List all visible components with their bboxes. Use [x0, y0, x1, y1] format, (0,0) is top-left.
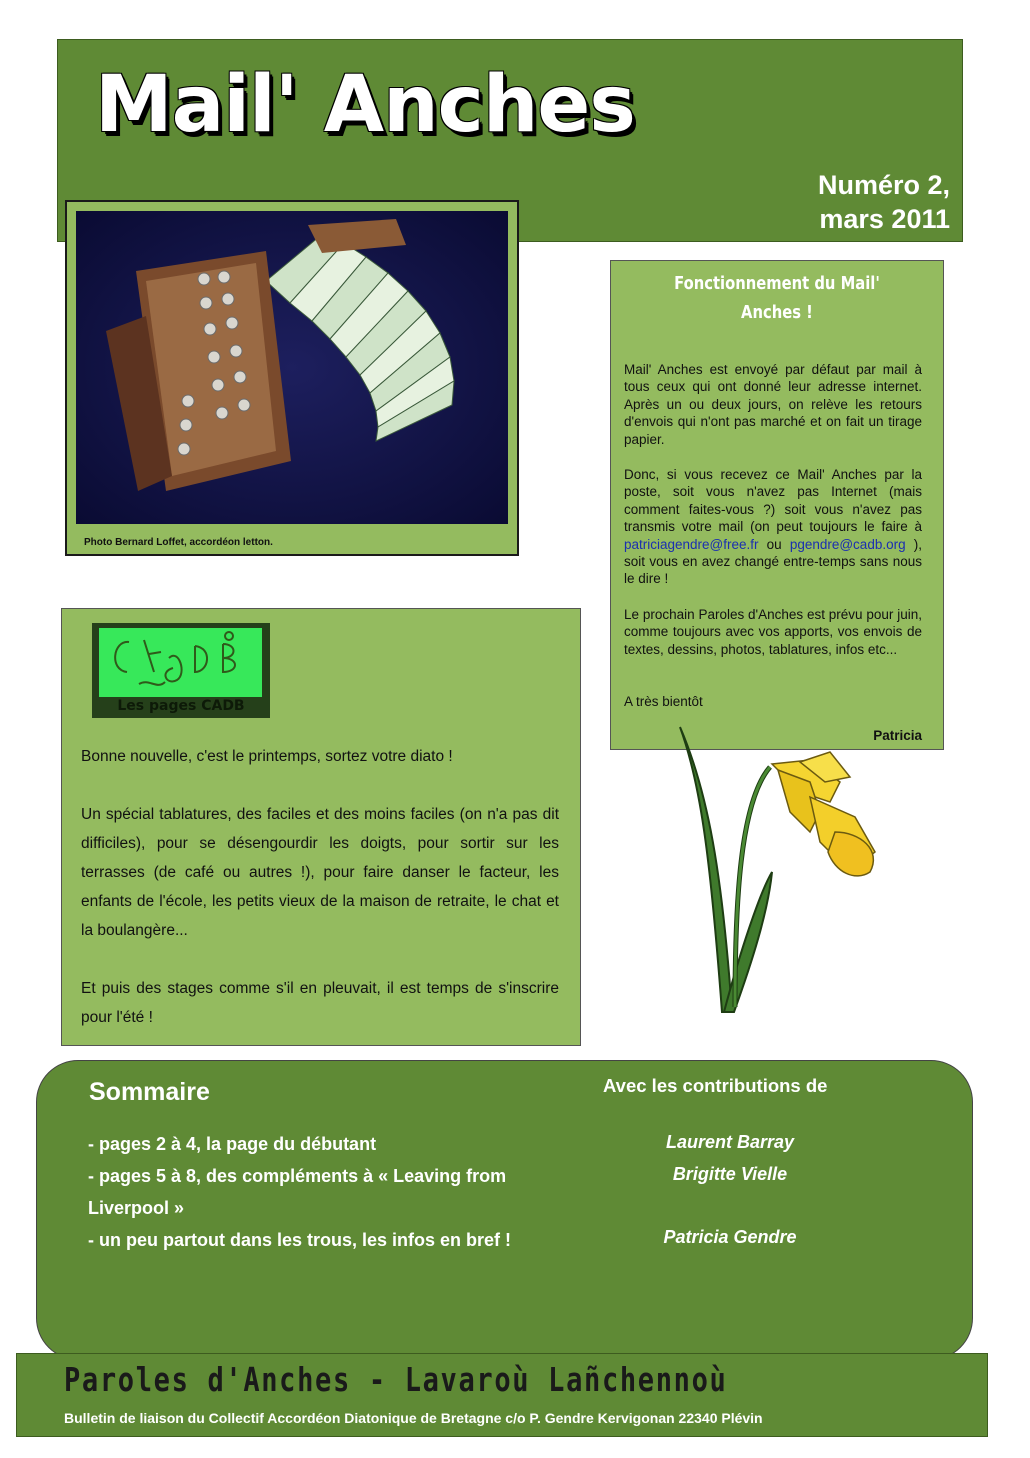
info-box-title: Fonctionnement du Mail' Anches ! — [674, 273, 880, 323]
info-paragraph-4: A très bientôt — [624, 694, 703, 709]
newsletter-title: Mail' Anches — [95, 60, 635, 150]
daffodil-icon — [660, 722, 900, 1022]
sommaire-list — [88, 1128, 558, 1256]
sommaire-item: - un peu partout dans les trous, les infos en bref ! — [88, 1230, 512, 1250]
contributors-title: Avec les contributions de — [603, 1075, 828, 1096]
cadb-paragraph-1: Bonne nouvelle, c'est le printemps, sortez votre diato ! — [81, 748, 453, 765]
contributor-name: Brigitte Vielle — [672, 1164, 788, 1184]
cadb-logo-icon — [99, 628, 262, 697]
issue-number: Numéro 2, — [817, 170, 950, 200]
contributor-name: Patricia Gendre — [663, 1227, 797, 1247]
sommaire-item: - pages 2 à 4, la page du débutant — [88, 1134, 377, 1154]
sommaire-item: - pages 5 à 8, des compléments à « Leaving from Liverpool » — [88, 1166, 507, 1218]
footer-title: Paroles d'Anches - Lavaroù Lañchennoù — [64, 1360, 728, 1399]
sommaire-title: Sommaire — [89, 1078, 210, 1106]
email-link-free[interactable]: patriciagendre@free.fr — [624, 536, 759, 552]
photo-caption: Photo Bernard Loffet, accordéon letton. — [84, 537, 273, 548]
cadb-paragraph-3: Et puis des stages comme s'il en pleuvait, il est temps de s'inscrire pour l'été ! — [81, 980, 559, 1026]
accordion-illustration — [76, 211, 508, 524]
footer-subtitle: Bulletin de liaison du Collectif Accordéon Diatonique de Bretagne c/o P. Gendre Kervigonan 22340 Plévin — [64, 1410, 763, 1426]
info-signature: Patricia — [873, 728, 922, 743]
cadb-logo-badge — [99, 628, 262, 697]
issue-date: mars 2011 — [819, 204, 950, 234]
issue-info — [650, 168, 950, 236]
email-link-cadb[interactable]: pgendre@cadb.org — [789, 536, 906, 552]
cadb-logo-label: Les pages CADB — [117, 698, 245, 714]
cadb-paragraph-2: Un spécial tablatures, des faciles et des moins faciles (on n'a pas dit difficiles), pour se désengourdir les doigts, pour sortir sur les terrasses (de café ou autres !), pour faire danser le facteur, les enfants de l'école, les petits vieux de la maison de retraite, le chat et la boulangère... — [81, 806, 559, 939]
info-paragraph-3: Le prochain Paroles d'Anches est prévu pour juin, comme toujours avec vos apports, vos envois de textes, dessins, photos, tablatures, infos etc... — [624, 607, 922, 657]
info-paragraph-2: Donc, si vous recevez ce Mail' Anches par la poste, soit vous n'avez pas Internet (mais comment faites-vous ?) soit vous n'avez pas transmis votre mail (on peut toujours le faire à patriciagendre@free.fr ou pgendre@cadb.org ), soit vous en avez changé entre-temps sans nous le dire ! — [624, 467, 922, 587]
contributor-name: Laurent Barray — [665, 1132, 795, 1152]
accordion-photo — [76, 211, 508, 524]
info-paragraph-1: Mail' Anches est envoyé par défaut par mail à tous ceux qui ont donné leur adresse internet. Après un ou deux jours, on relève les retours d'envois qui n'ont pas marché et on fait un tirage papier. — [624, 362, 922, 447]
